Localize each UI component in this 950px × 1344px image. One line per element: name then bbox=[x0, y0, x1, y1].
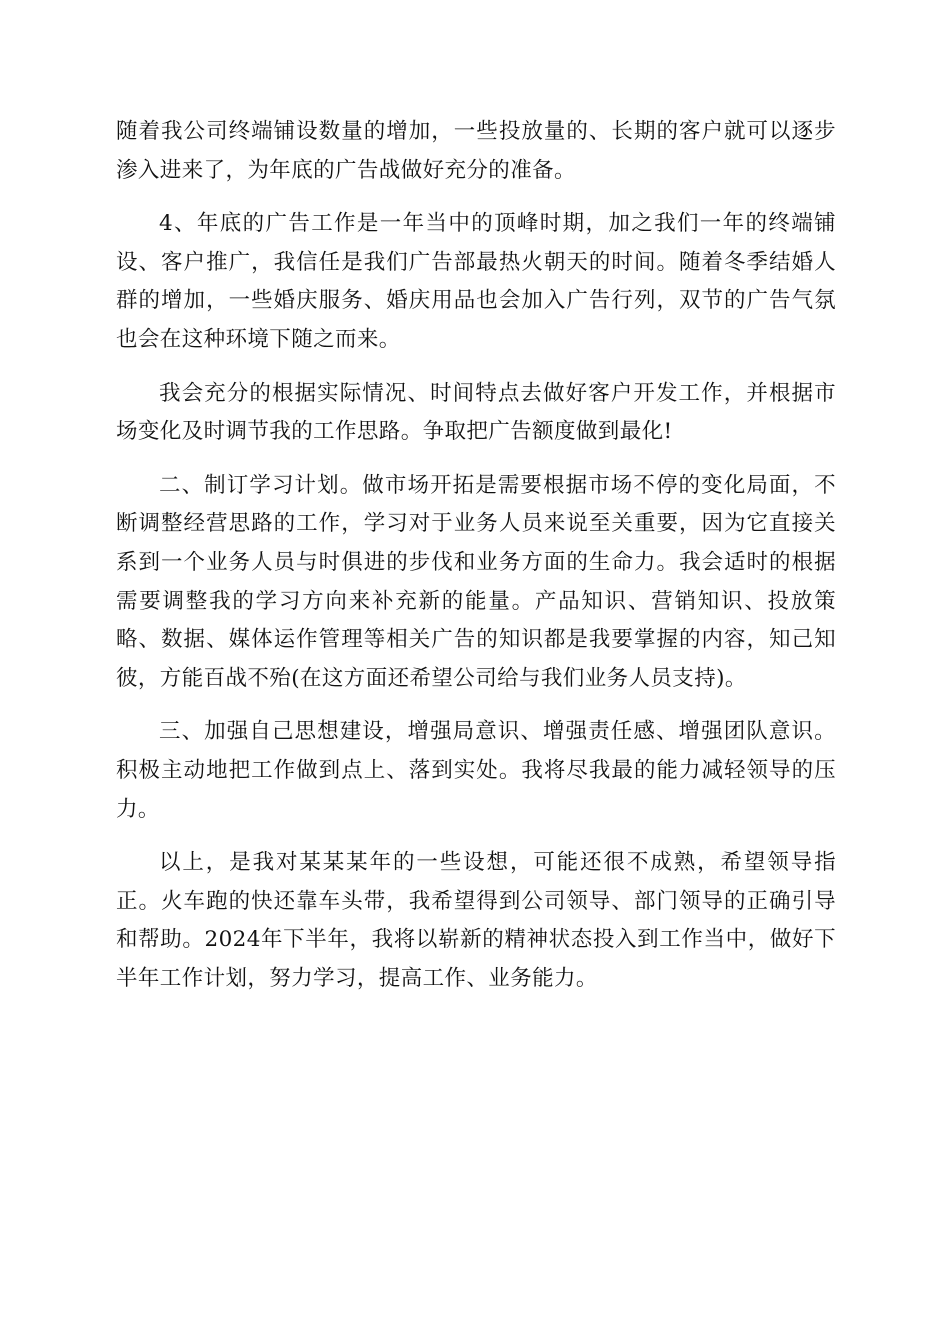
paragraph-2: 4、年底的广告工作是一年当中的顶峰时期，加之我们一年的终端铺设、客户推广，我信任是我们广告部最热火朝天的时间。随着冬季结婚人群的增加，一些婚庆服务、婚庆用品也会加入广告行列，双节的广告气氛也会在这种环境下随之而来。 bbox=[116, 211, 836, 352]
paragraph-1: 随着我公司终端铺设数量的增加，一些投放量的、长期的客户就可以逐步渗入进来了，为年底的广告战做好充分的准备。 bbox=[116, 119, 836, 183]
paragraph-3: 我会充分的根据实际情况、时间特点去做好客户开发工作，并根据市场变化及时调节我的工作思路。争取把广告额度做到最化! bbox=[116, 380, 836, 445]
paragraph-5: 三、加强自己思想建设，增强局意识、增强责任感、增强团队意识。积极主动地把工作做到点上、落到实处。我将尽我最的能力减轻领导的压力。 bbox=[116, 719, 836, 822]
paragraph-4: 二、制订学习计划。做市场开拓是需要根据市场不停的变化局面，不断调整经营思路的工作，学习对于业务人员来说至关重要，因为它直接关系到一个业务人员与时俱进的步伐和业务方面的生命力。我会适时的根据需要调整我的学习方向来补充新的能量。产品知识、营销知识、投放策略、数据、媒体运作管理等相关广告的知识都是我要掌握的内容，知己知彼，方能百战不殆(在这方面还希望公司给与我们业务人员支持)。 bbox=[116, 472, 836, 691]
document-body bbox=[116, 113, 836, 1013]
paragraph-6: 以上，是我对某某某年的一些设想，可能还很不成熟，希望领导指正。火车跑的快还靠车头带，我希望得到公司领导、部门领导的正确引导和帮助。2024年下半年，我将以崭新的精神状态投入到工作当中，做好下半年工作计划，努力学习，提高工作、业务能力。 bbox=[116, 850, 836, 991]
